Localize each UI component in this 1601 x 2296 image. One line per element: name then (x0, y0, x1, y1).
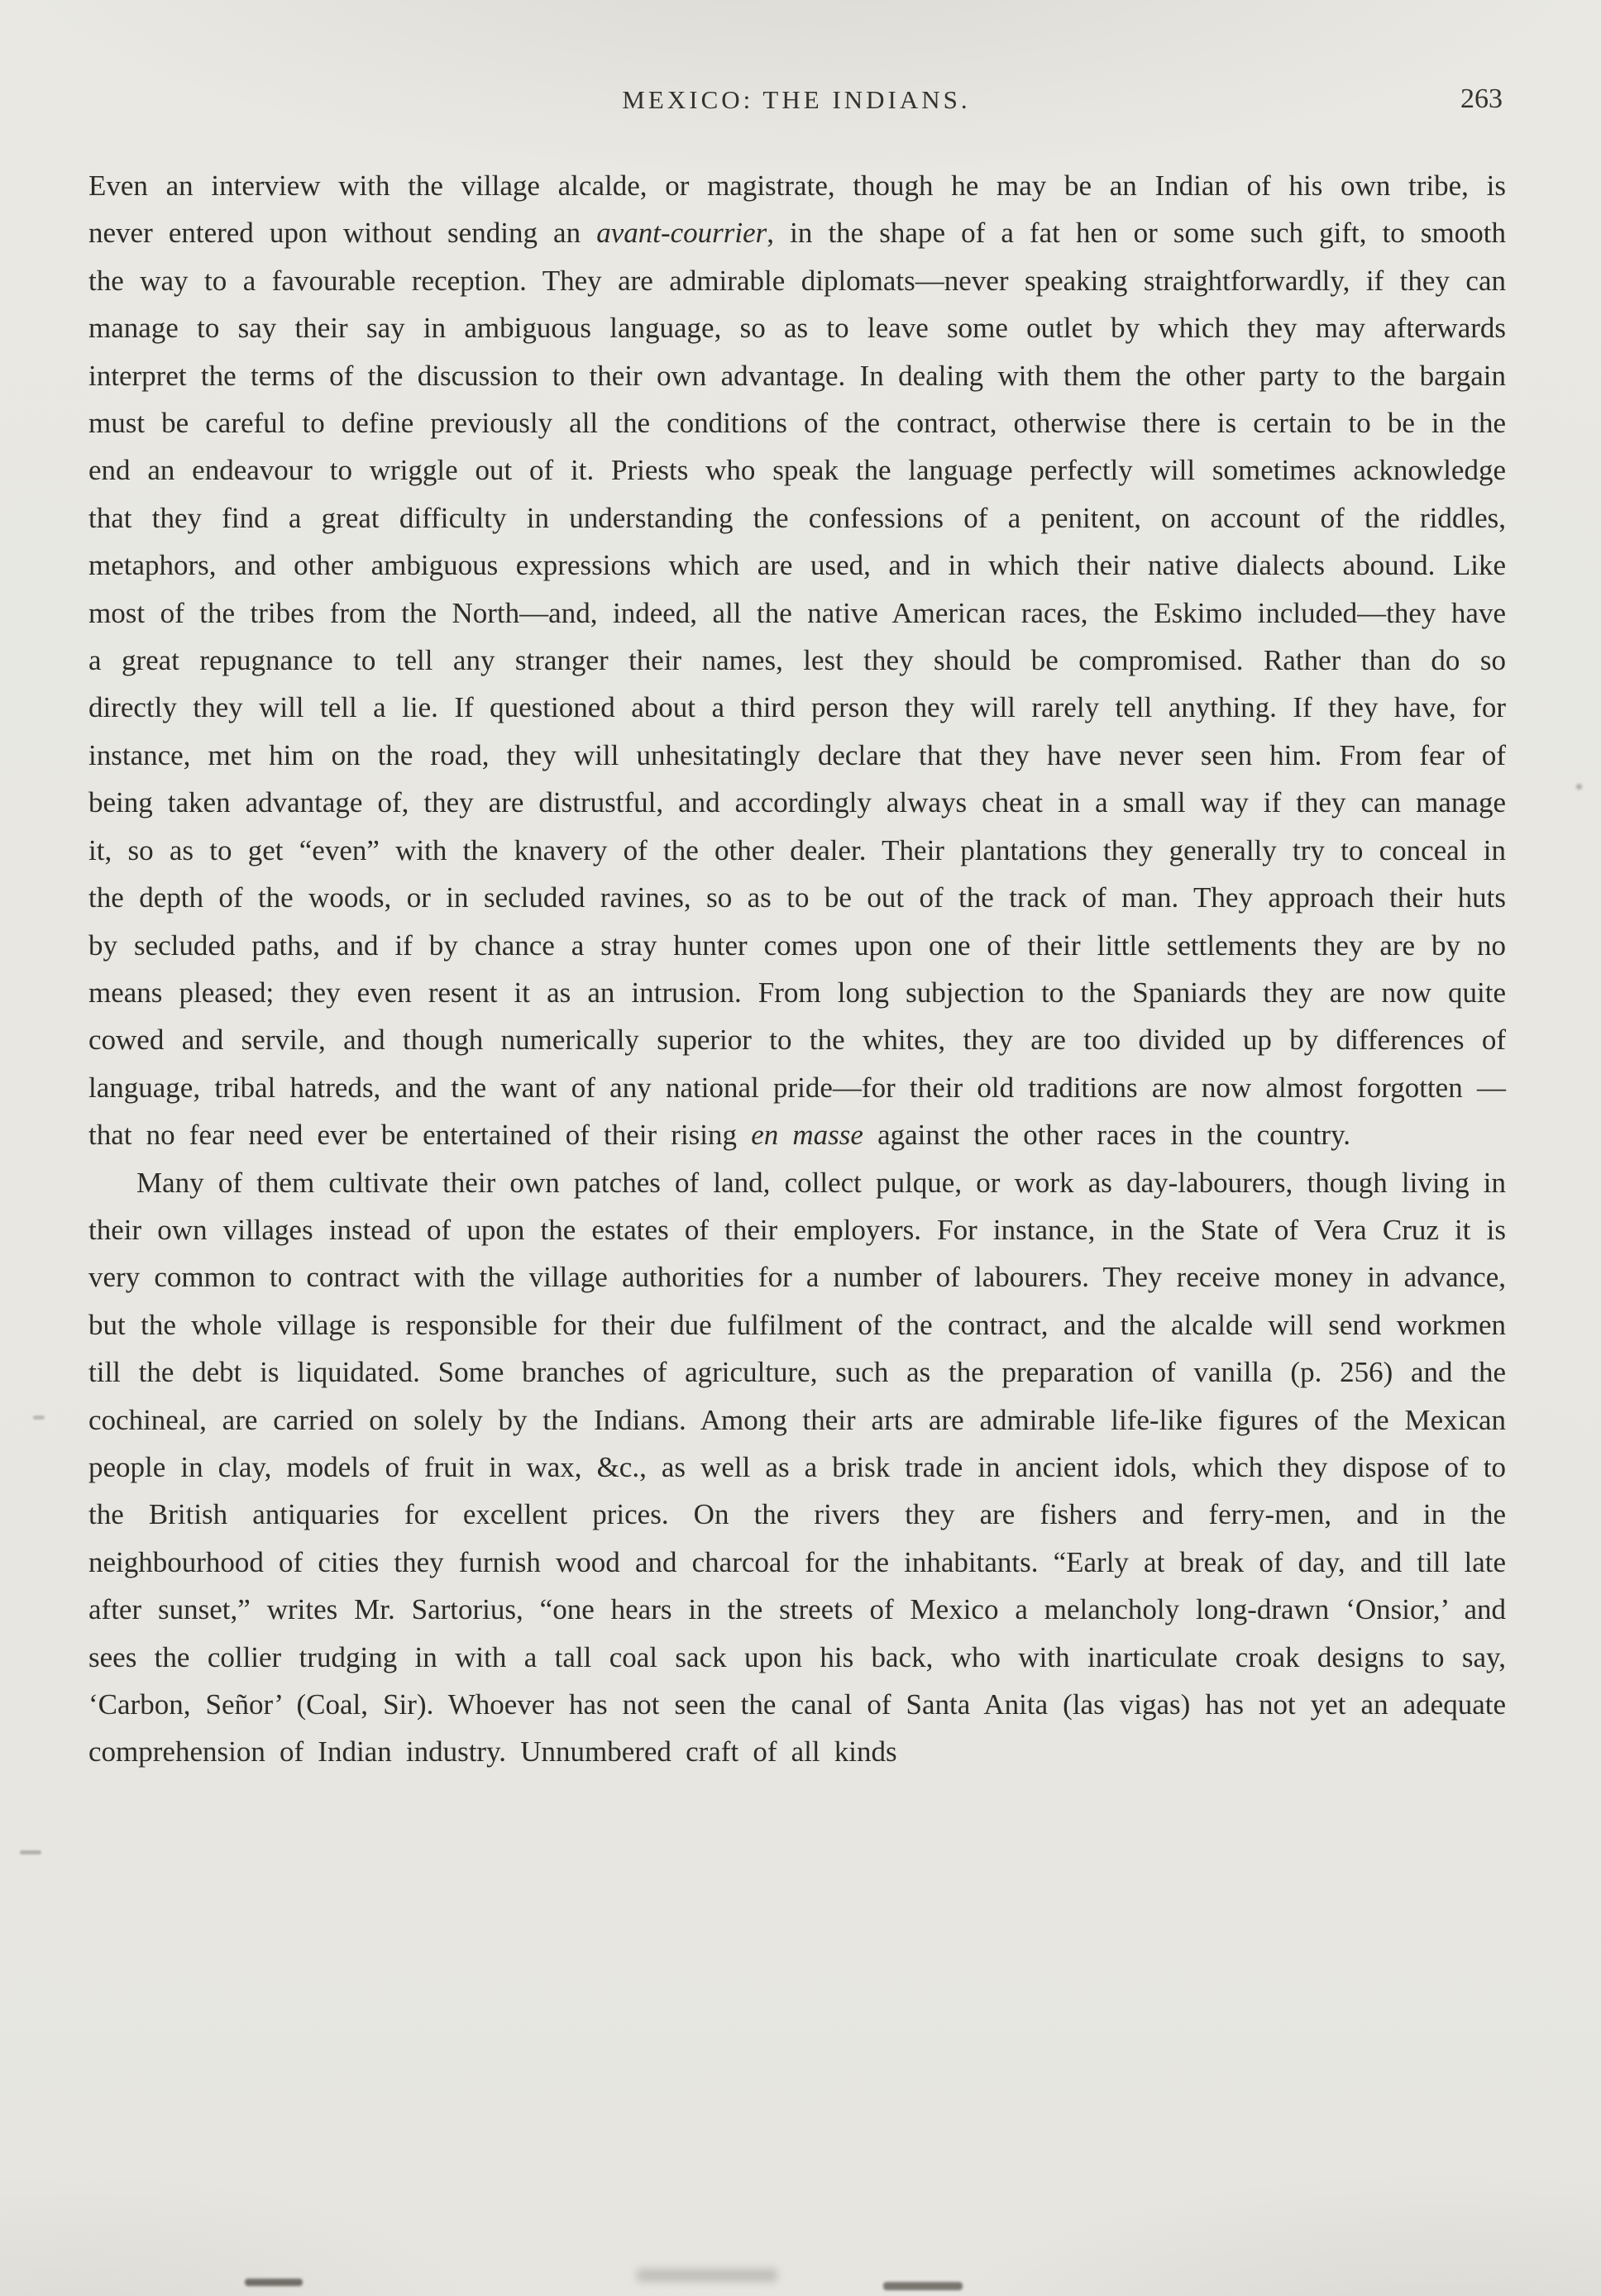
body-paragraph (88, 1159, 1506, 1776)
running-title: MEXICO: THE INDIANS. (622, 85, 971, 114)
italic-phrase: en masse (751, 1119, 863, 1152)
body-paragraph (88, 162, 1506, 1159)
ink-dot (1576, 784, 1582, 790)
body-text (88, 162, 1506, 1776)
scan-smudge (245, 2279, 303, 2286)
text-run: , in the shape of a fat hen or some such gift, to smooth the way to a favourable reception. They are admirable diplomats—never speaking straightforwardly, if they can manage to say their say in ambiguous language, so as to leave some outlet by which they may afterwards interpret the terms of the discussion to their own advantage. In dealing with them the other party to the bargain must be careful to define previously all the conditions of the contract, otherwise there is certain to be in the end an endeavour to wriggle out of it. Priests who speak the language perfectly will sometimes acknowledge that they find a great difficulty in understanding the confessions of a penitent, on account of the riddles, metaphors, and other ambiguous expressions which are used, and in which their native dialects abound. Like most of the tribes from the North—and, indeed, all the native American races, the Eskimo included—they have a great repugnance to tell any stranger their names, lest they should be compromised. Rather than do so directly they will tell a lie. If questioned about a third person they will rarely tell anything. If they have, for instance, met him on the road, they will unhesitatingly declare that they have never seen him. From fear of being taken advantage of, they are distrustful, and accordingly always cheat in a small way if they can manage it, so as to get “even” with the knavery of the other dealer. Their plantations they generally try to conceal in the depth of the woods, or in secluded ravines, so as to be out of the track of man. They approach their huts by secluded paths, and if by chance a stray hunter comes upon one of their little settlements they are by no means pleased; they even resent it as an intrusion. From long subjection to the Spaniards they are now quite cowed and servile, and though numerically superior to the whites, they are too divided up by differences of language, tribal hatreds, and the want of any national pride—for their old traditions are now almost forgotten — that no fear need ever be entertained of their rising (88, 217, 1506, 1152)
text-run: against the other races in the country. (863, 1119, 1351, 1152)
text-run: Even an interview with the village alcalde, or magistrate, though he may be an Indian of his own tribe, is never entered upon without sending an (88, 169, 1506, 250)
pencil-mark (33, 1415, 45, 1420)
scan-smudge (883, 2282, 963, 2290)
italic-phrase: avant-courrier (596, 217, 767, 250)
page-header (88, 85, 1504, 122)
pencil-mark (20, 1850, 41, 1854)
page-number: 263 (1460, 84, 1503, 114)
scan-smudge (637, 2269, 777, 2282)
text-run: Many of them cultivate their own patches of land, collect pulque, or work as day-labourers, though living in their own villages instead of upon the estates of their employers. For instance, in the State of Vera Cruz it is very common to contract with the village authorities for a number of labourers. They receive money in advance, but the whole village is responsible for their due fulfilment of the contract, and the alcalde will send workmen till the debt is liquidated. Some branches of agriculture, such as the preparation of vanilla (p. 256) and the cochineal, are carried on solely by the Indians. Among their arts are admirable life-like figures of the Mexican people in clay, models of fruit in wax, &c., as well as a brisk trade in ancient idols, which they dispose of to the British antiquaries for excellent prices. On the rivers they are fishers and ferry-men, and in the neighbourhood of cities they furnish wood and charcoal for the inhabitants. “Early at break of day, and till late after sunset,” writes Mr. Sartorius, “one hears in the streets of Mexico a melancholy long-drawn ‘Onsior,’ and sees the collier trudging in with a tall coal sack upon his back, who with inarticulate croak designs to say, ‘Carbon, Señor’ (Coal, Sir). Whoever has not seen the canal of Santa Anita (las vigas) has not yet an adequate comprehension of Indian industry. Unnumbered craft of all kinds (88, 1166, 1506, 1769)
